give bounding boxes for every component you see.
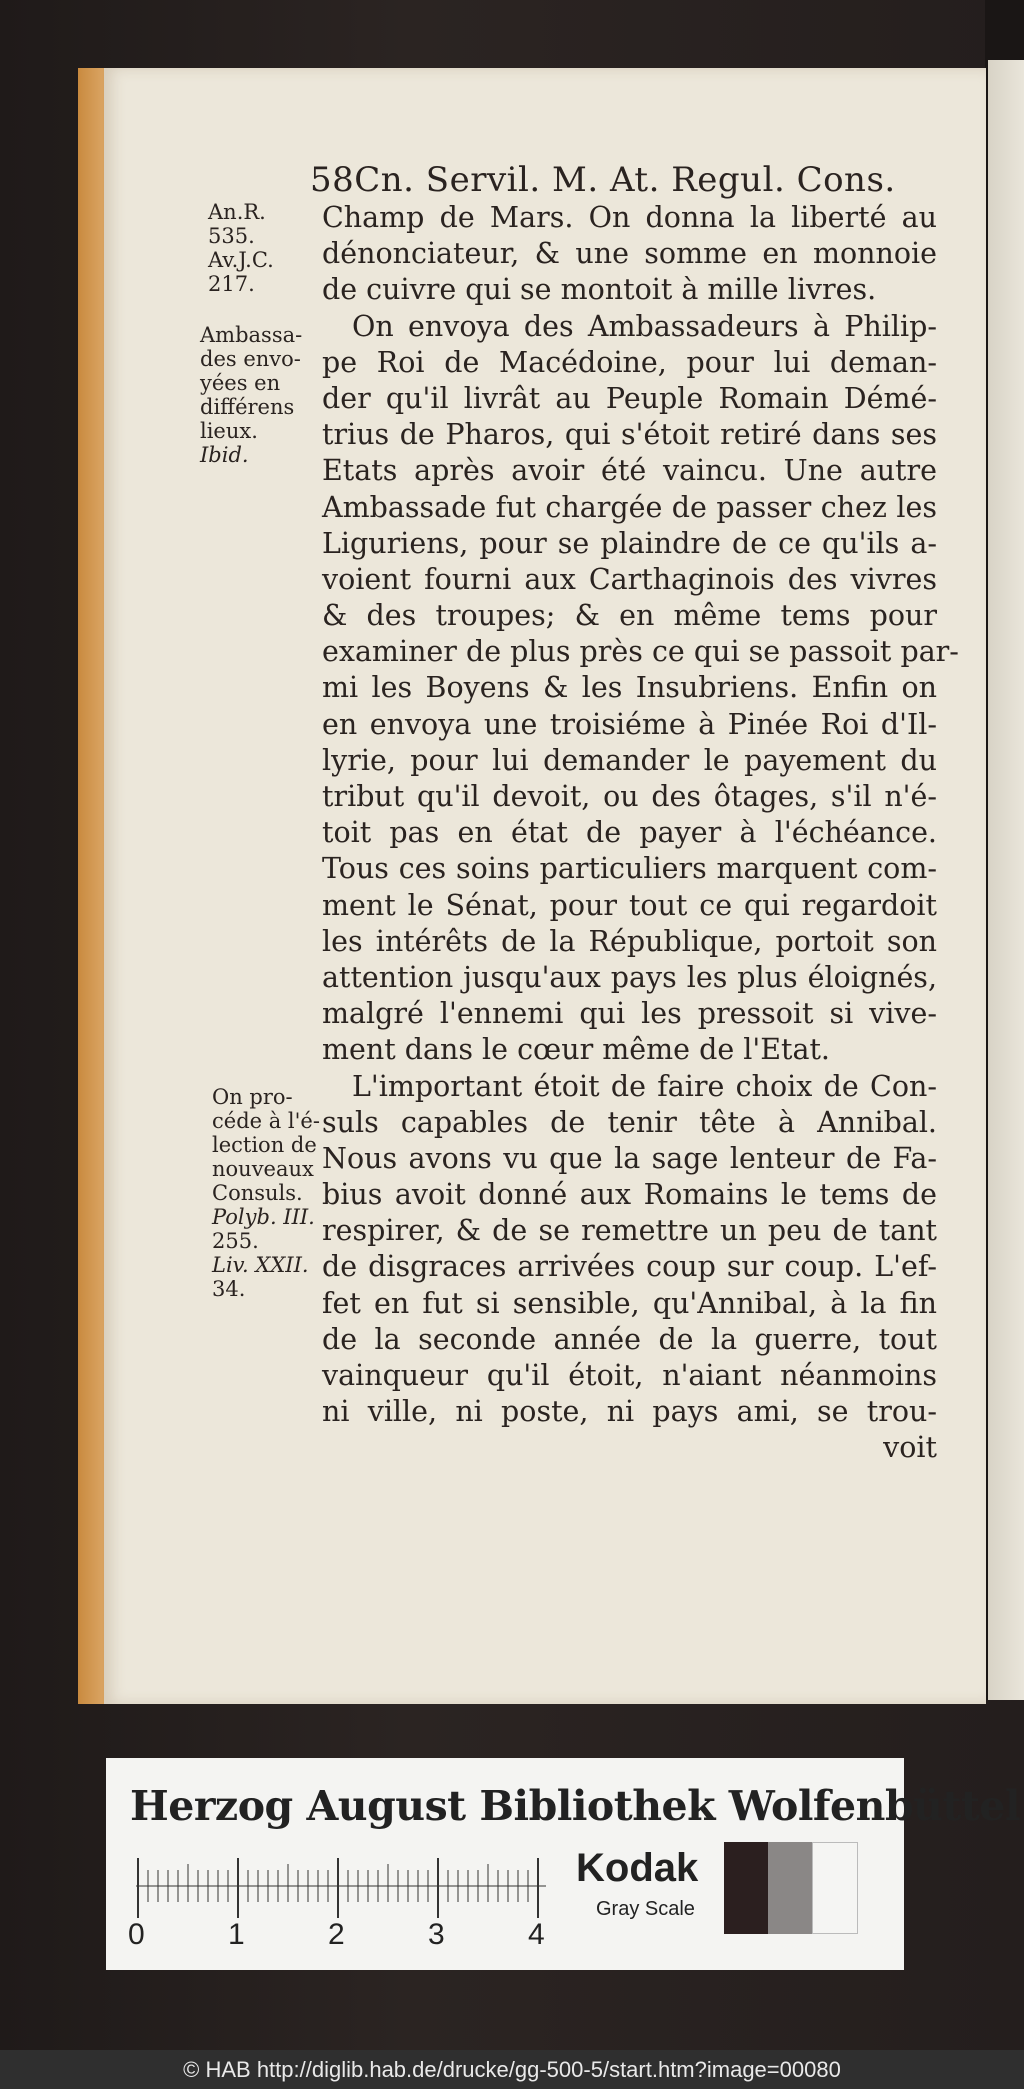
margin-note-line: 34. [212, 1277, 246, 1301]
margin-note-line: Av.J.C. [208, 248, 274, 272]
margin-note-line: différens [200, 395, 295, 419]
margin-note-line: 535. [208, 224, 255, 248]
text-line: L'important étoit de faire choix de Con- [352, 1069, 937, 1103]
text-line: voient fourni aux Carthaginois des vivres [322, 562, 937, 596]
text-line: examiner de plus près ce qui se passoit par- [322, 635, 959, 669]
text-line: en envoya une troisiéme à Pinée Roi d'Il- [322, 707, 937, 741]
text-line: bius avoit donné aux Romains le tems de [322, 1178, 937, 1212]
library-name: Herzog August Bibliothek Wolfenbüttel [130, 1782, 1020, 1830]
text-line: Tous ces soins particuliers marquent com- [322, 852, 937, 886]
ruler-number: 0 [128, 1918, 145, 1951]
gray-patch-mid [768, 1842, 812, 1934]
text-line: vainqueur qu'il étoit, n'aiant néanmoins [322, 1359, 937, 1392]
ruler-number: 4 [528, 1918, 545, 1951]
margin-note-line: An.R. [208, 200, 266, 224]
text-line: Nous avons vu que la sage lenteur de Fa- [322, 1141, 937, 1175]
margin-note-line: des envo- [200, 347, 301, 371]
text-line: dénonciateur, & une somme en monnoie [322, 237, 937, 271]
color-calibration-card [106, 1758, 1020, 1970]
page-number: 58 [310, 160, 355, 200]
text-line: lyrie, pour lui demander le payement du [322, 743, 937, 777]
text-line: Ambassade fut chargée de passer chez les [322, 490, 937, 524]
text-line: de disgraces arrivées coup sur coup. L'ef- [322, 1250, 937, 1284]
ruler-number: 3 [428, 1918, 445, 1951]
text-line: mi les Boyens & les Insubriens. Enfin on [322, 671, 937, 705]
margin-note-line: nouveaux [212, 1157, 314, 1181]
ruler-scale [136, 1858, 556, 1920]
text-line: On envoya des Ambassadeurs à Philip- [352, 309, 937, 343]
margin-note-line: Ambassa- [200, 323, 303, 347]
text-line: toit pas en état de payer à l'échéance. [322, 816, 937, 850]
text-line: voit [883, 1431, 937, 1465]
text-line: fet en fut si sensible, qu'Annibal, à la fin [322, 1286, 937, 1320]
text-line: attention jusqu'aux pays les plus éloignés, [322, 960, 937, 994]
margin-note-ambassades [200, 323, 302, 467]
text-line: trius de Pharos, qui s'étoit retiré dans ses [322, 418, 937, 452]
text-line: Champ de Mars. On donna la liberté au [322, 201, 937, 234]
text-line: ment le Sénat, pour tout ce qui regardoit [322, 888, 937, 922]
text-line: tribut qu'il devoit, ou des ôtages, s'il n'é- [322, 780, 937, 813]
running-title: Cn. Servil. M. At. Regul. Cons. [354, 160, 896, 200]
margin-note-line: 217. [208, 272, 255, 296]
ruler-numbers [128, 1918, 548, 1951]
text-line: malgré l'ennemi qui les pressoit si vive- [322, 997, 937, 1031]
text-line: de cuivre qui se montoit à mille livres. [322, 273, 877, 307]
text-line: Liguriens, pour se plaindre de ce qu'ils a- [322, 526, 937, 560]
margin-note-line: Liv. XXII. [212, 1253, 309, 1277]
ruler-number: 1 [228, 1918, 245, 1951]
margin-note-dates [208, 200, 274, 296]
body-text [322, 200, 959, 1467]
gray-patch-dark [724, 1842, 768, 1934]
text-line: ni ville, ni poste, ni pays ami, se trou- [322, 1395, 937, 1429]
text-line: suls capables de tenir tête à Annibal. [322, 1105, 937, 1139]
margin-note-line: Polyb. III. [212, 1205, 315, 1229]
margin-note-line: lieux. [200, 419, 258, 443]
margin-note-line: lection de [212, 1133, 317, 1157]
gray-scale-label: Gray Scale [596, 1898, 695, 1920]
text-line: der qu'il livrât au Peuple Romain Démé- [322, 381, 937, 415]
ruler-number: 2 [328, 1918, 345, 1951]
running-header [310, 160, 936, 200]
margin-note-line: Ibid. [200, 443, 249, 467]
text-line: & des troupes; & en même tems pour [322, 599, 937, 633]
margin-note-line: céde à l'é- [212, 1109, 320, 1133]
text-line: les intérêts de la République, portoit son [322, 924, 937, 958]
margin-note-consuls [212, 1085, 320, 1301]
text-line: Etats après avoir été vaincu. Une autre [322, 454, 937, 488]
margin-note-line: Consuls. [212, 1181, 303, 1205]
footer-credit: © HAB http://diglib.hab.de/drucke/gg-500-5/start.htm?image=00080 [183, 2057, 841, 2082]
margin-note-line: On pro- [212, 1085, 293, 1109]
kodak-logo: Kodak [576, 1846, 699, 1890]
adjacent-page-edge [988, 60, 1024, 1700]
text-line: ment dans le cœur même de l'Etat. [322, 1033, 830, 1067]
text-line: respirer, & de se remettre un peu de tant [322, 1214, 937, 1248]
text-line: de la seconde année de la guerre, tout [322, 1322, 937, 1356]
gray-patch-light [812, 1842, 858, 1934]
text-line: pe Roi de Macédoine, pour lui deman- [322, 345, 937, 379]
margin-note-line: yées en [200, 371, 281, 395]
margin-note-line: 255. [212, 1229, 259, 1253]
